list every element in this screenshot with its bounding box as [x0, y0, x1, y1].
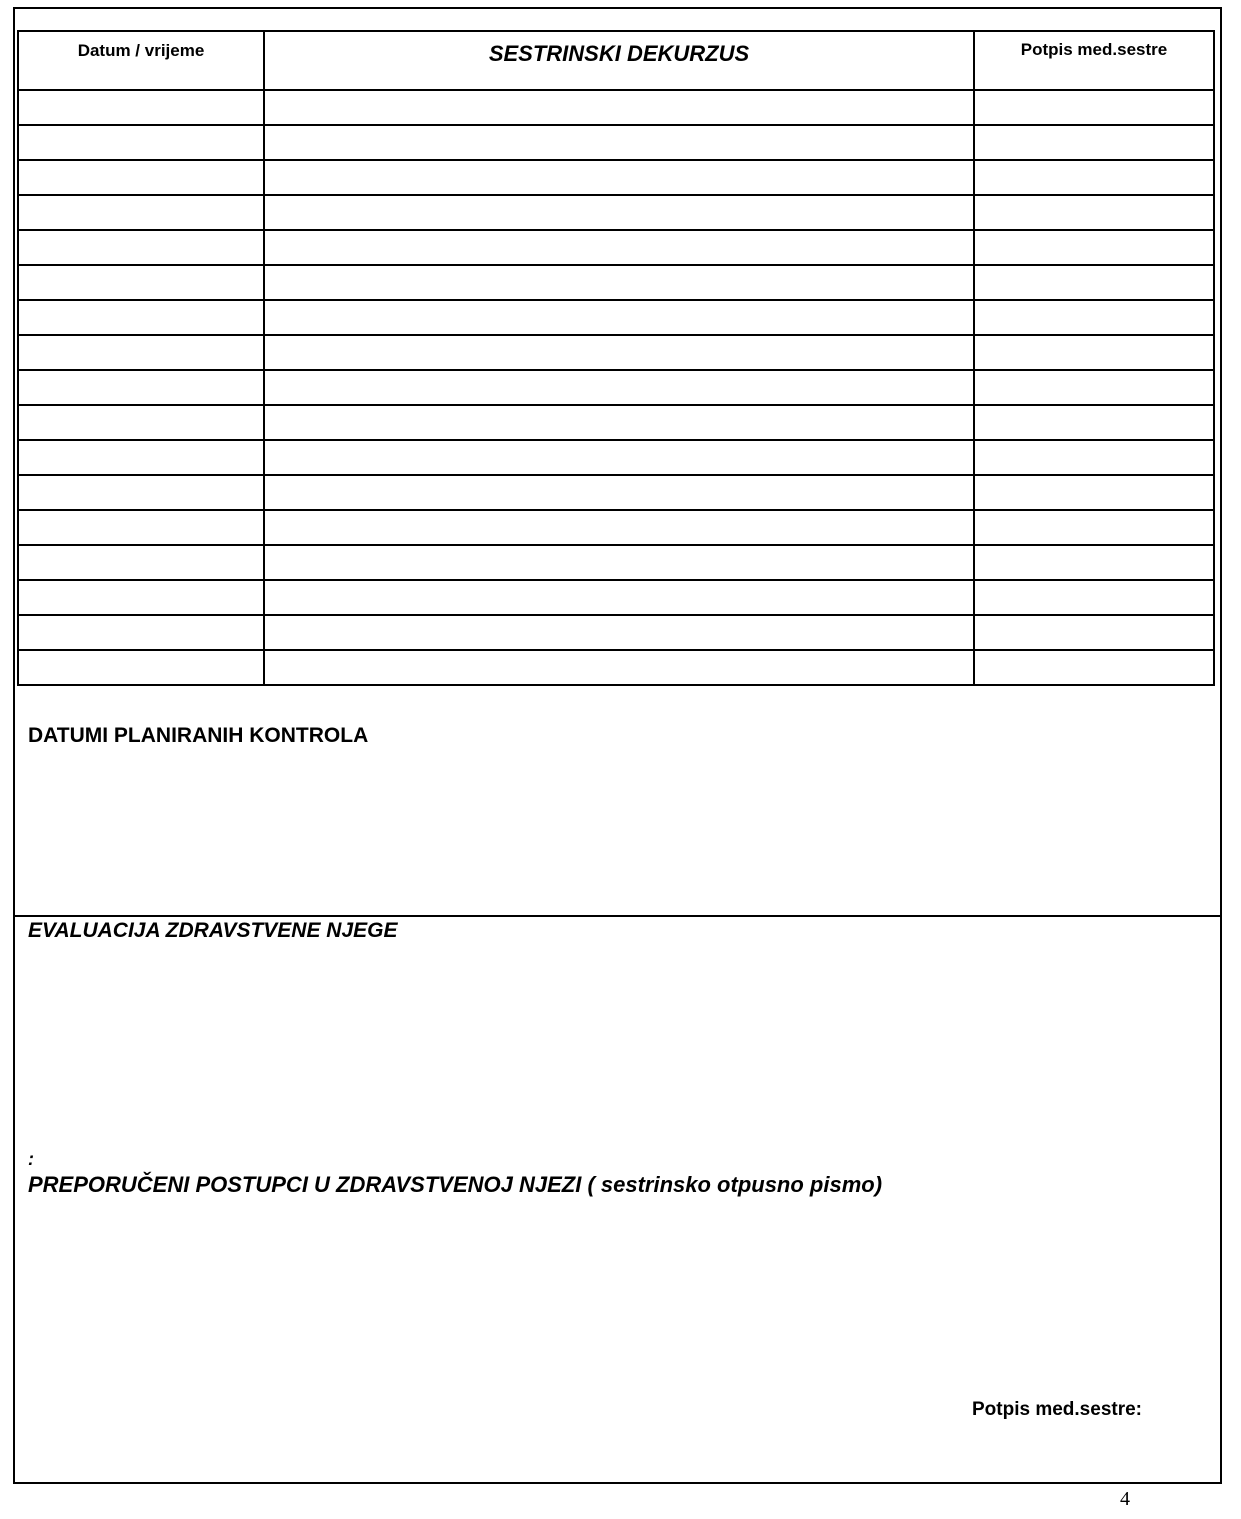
- table-row: [18, 545, 1214, 580]
- entry-cell[interactable]: [264, 650, 974, 685]
- entry-cell[interactable]: [264, 125, 974, 160]
- header-signature: Potpis med.sestre: [974, 31, 1214, 90]
- header-title: SESTRINSKI DEKURZUS: [264, 31, 974, 90]
- signature-cell[interactable]: [974, 475, 1214, 510]
- table-row: [18, 615, 1214, 650]
- signature-cell[interactable]: [974, 265, 1214, 300]
- table-row: [18, 90, 1214, 125]
- page-number: 4: [1120, 1488, 1130, 1510]
- signature-cell[interactable]: [974, 510, 1214, 545]
- datetime-cell[interactable]: [18, 125, 264, 160]
- entry-cell[interactable]: [264, 300, 974, 335]
- datetime-cell[interactable]: [18, 265, 264, 300]
- table-body: [18, 90, 1214, 685]
- entry-cell[interactable]: [264, 370, 974, 405]
- table-row: [18, 300, 1214, 335]
- datetime-cell[interactable]: [18, 90, 264, 125]
- planned-controls-title: DATUMI PLANIRANIH KONTROLA: [28, 724, 369, 747]
- colon-mark: :: [28, 1149, 34, 1169]
- datetime-cell[interactable]: [18, 475, 264, 510]
- signature-cell[interactable]: [974, 440, 1214, 475]
- table-row: [18, 370, 1214, 405]
- entry-cell[interactable]: [264, 580, 974, 615]
- header-datetime: Datum / vrijeme: [18, 31, 264, 90]
- signature-cell[interactable]: [974, 580, 1214, 615]
- entry-cell[interactable]: [264, 440, 974, 475]
- table-row: [18, 440, 1214, 475]
- signature-cell[interactable]: [974, 230, 1214, 265]
- datetime-cell[interactable]: [18, 545, 264, 580]
- table-row: [18, 265, 1214, 300]
- signature-cell[interactable]: [974, 545, 1214, 580]
- table-row: [18, 160, 1214, 195]
- table-row: [18, 650, 1214, 685]
- table-row: [18, 510, 1214, 545]
- entry-cell[interactable]: [264, 230, 974, 265]
- datetime-cell[interactable]: [18, 300, 264, 335]
- signature-cell[interactable]: [974, 335, 1214, 370]
- section-divider: [15, 915, 1220, 917]
- datetime-cell[interactable]: [18, 580, 264, 615]
- table-row: [18, 475, 1214, 510]
- signature-cell[interactable]: [974, 615, 1214, 650]
- entry-cell[interactable]: [264, 475, 974, 510]
- evaluation-title: EVALUACIJA ZDRAVSTVENE NJEGE: [28, 919, 398, 942]
- signature-cell[interactable]: [974, 90, 1214, 125]
- entry-cell[interactable]: [264, 160, 974, 195]
- table-header-row: [18, 31, 1214, 90]
- signature-cell[interactable]: [974, 160, 1214, 195]
- datetime-cell[interactable]: [18, 370, 264, 405]
- dekurzus-table: [17, 30, 1215, 686]
- datetime-cell[interactable]: [18, 440, 264, 475]
- datetime-cell[interactable]: [18, 335, 264, 370]
- signature-cell[interactable]: [974, 405, 1214, 440]
- datetime-cell[interactable]: [18, 230, 264, 265]
- entry-cell[interactable]: [264, 510, 974, 545]
- entry-cell[interactable]: [264, 335, 974, 370]
- signature-cell[interactable]: [974, 125, 1214, 160]
- signature-cell[interactable]: [974, 300, 1214, 335]
- table-row: [18, 580, 1214, 615]
- entry-cell[interactable]: [264, 90, 974, 125]
- table-row: [18, 335, 1214, 370]
- entry-cell[interactable]: [264, 545, 974, 580]
- datetime-cell[interactable]: [18, 650, 264, 685]
- datetime-cell[interactable]: [18, 160, 264, 195]
- datetime-cell[interactable]: [18, 615, 264, 650]
- entry-cell[interactable]: [264, 615, 974, 650]
- datetime-cell[interactable]: [18, 195, 264, 230]
- table-row: [18, 405, 1214, 440]
- datetime-cell[interactable]: [18, 510, 264, 545]
- form-frame: [13, 7, 1222, 1484]
- table-row: [18, 230, 1214, 265]
- entry-cell[interactable]: [264, 405, 974, 440]
- table-row: [18, 195, 1214, 230]
- signature-cell[interactable]: [974, 370, 1214, 405]
- entry-cell[interactable]: [264, 265, 974, 300]
- signature-cell[interactable]: [974, 650, 1214, 685]
- recommended-procedures-title: PREPORUČENI POSTUPCI U ZDRAVSTVENOJ NJEZI ( sestrinsko otpusno pismo): [28, 1172, 883, 1197]
- nurse-signature-label: Potpis med.sestre:: [972, 1399, 1142, 1420]
- datetime-cell[interactable]: [18, 405, 264, 440]
- entry-cell[interactable]: [264, 195, 974, 230]
- table-row: [18, 125, 1214, 160]
- signature-cell[interactable]: [974, 195, 1214, 230]
